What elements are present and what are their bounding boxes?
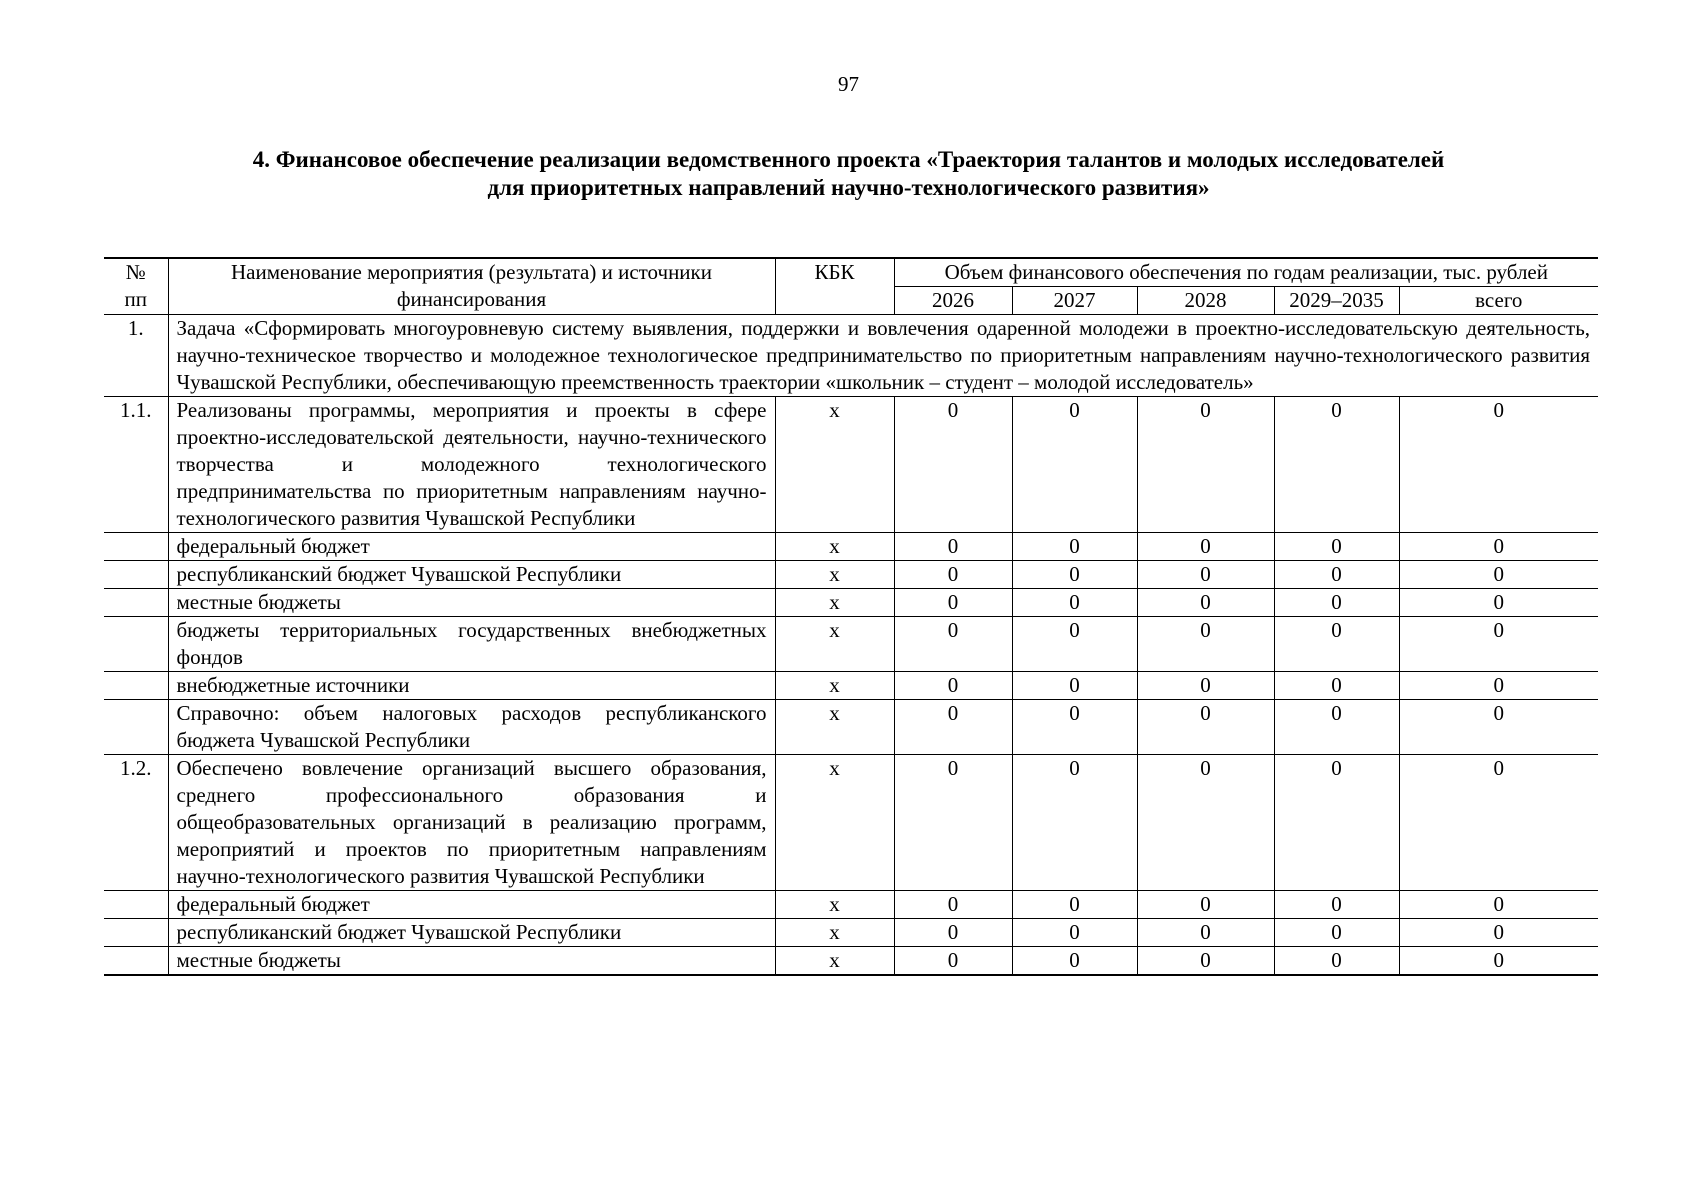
row-name: бюджеты территориальных государственных внебюджетных фондов <box>168 617 775 672</box>
row-num <box>104 919 168 947</box>
value-total: 0 <box>1399 700 1598 755</box>
value-2029-2035: 0 <box>1274 672 1399 700</box>
value-2029-2035: 0 <box>1274 919 1399 947</box>
value-2027: 0 <box>1012 891 1137 919</box>
value-2026: 0 <box>894 891 1012 919</box>
value-total: 0 <box>1399 533 1598 561</box>
table-row <box>104 947 1598 976</box>
value-2029-2035: 0 <box>1274 533 1399 561</box>
value-2027: 0 <box>1012 919 1137 947</box>
table-row <box>104 891 1598 919</box>
table-row <box>104 755 1598 891</box>
row-kbk: х <box>775 589 894 617</box>
row-kbk: х <box>775 397 894 533</box>
value-2029-2035: 0 <box>1274 589 1399 617</box>
row-kbk: х <box>775 617 894 672</box>
value-2026: 0 <box>894 919 1012 947</box>
value-2027: 0 <box>1012 617 1137 672</box>
value-2027: 0 <box>1012 533 1137 561</box>
row-name: местные бюджеты <box>168 589 775 617</box>
value-2028: 0 <box>1137 672 1274 700</box>
task-num: 1. <box>104 315 168 397</box>
value-2027: 0 <box>1012 700 1137 755</box>
value-total: 0 <box>1399 561 1598 589</box>
value-2026: 0 <box>894 561 1012 589</box>
row-name: республиканский бюджет Чувашской Республики <box>168 919 775 947</box>
table-row <box>104 617 1598 672</box>
table-row <box>104 397 1598 533</box>
row-num <box>104 700 168 755</box>
row-kbk: х <box>775 700 894 755</box>
value-2028: 0 <box>1137 947 1274 976</box>
header-name: Наименование мероприятия (результата) и источники финансирования <box>168 258 775 315</box>
value-2026: 0 <box>894 589 1012 617</box>
value-2027: 0 <box>1012 589 1137 617</box>
value-2028: 0 <box>1137 919 1274 947</box>
row-name: республиканский бюджет Чувашской Республики <box>168 561 775 589</box>
value-total: 0 <box>1399 947 1598 976</box>
value-2026: 0 <box>894 672 1012 700</box>
value-2026: 0 <box>894 700 1012 755</box>
value-2029-2035: 0 <box>1274 947 1399 976</box>
value-2028: 0 <box>1137 561 1274 589</box>
value-2029-2035: 0 <box>1274 700 1399 755</box>
header-year-2028: 2028 <box>1137 287 1274 315</box>
row-kbk: х <box>775 891 894 919</box>
value-2028: 0 <box>1137 700 1274 755</box>
header-volume: Объем финансового обеспечения по годам реализации, тыс. рублей <box>894 258 1598 287</box>
value-2028: 0 <box>1137 617 1274 672</box>
row-name: федеральный бюджет <box>168 533 775 561</box>
document-title-line-1: 4. Финансовое обеспечение реализации ведомственного проекта «Траектория талантов и молодых исследователей <box>252 147 1445 172</box>
row-num <box>104 533 168 561</box>
value-total: 0 <box>1399 919 1598 947</box>
table-row <box>104 672 1598 700</box>
document-title <box>100 146 1597 202</box>
value-2026: 0 <box>894 617 1012 672</box>
value-2028: 0 <box>1137 589 1274 617</box>
value-2027: 0 <box>1012 755 1137 891</box>
value-total: 0 <box>1399 672 1598 700</box>
table-row <box>104 561 1598 589</box>
value-2026: 0 <box>894 533 1012 561</box>
value-total: 0 <box>1399 891 1598 919</box>
value-2029-2035: 0 <box>1274 617 1399 672</box>
row-kbk: х <box>775 561 894 589</box>
row-num <box>104 617 168 672</box>
table-row <box>104 589 1598 617</box>
row-kbk: х <box>775 533 894 561</box>
row-name: местные бюджеты <box>168 947 775 976</box>
header-kbk: КБК <box>775 258 894 315</box>
document-title-line-2: для приоритетных направлений научно-технологического развития» <box>487 175 1210 200</box>
value-2028: 0 <box>1137 891 1274 919</box>
value-total: 0 <box>1399 397 1598 533</box>
value-2026: 0 <box>894 947 1012 976</box>
row-name: федеральный бюджет <box>168 891 775 919</box>
value-2027: 0 <box>1012 561 1137 589</box>
header-year-2027: 2027 <box>1012 287 1137 315</box>
row-num <box>104 947 168 976</box>
header-total: всего <box>1399 287 1598 315</box>
value-2027: 0 <box>1012 672 1137 700</box>
header-year-2029-2035: 2029–2035 <box>1274 287 1399 315</box>
row-name: Обеспечено вовлечение организаций высшего образования, среднего профессионального образования и общеобразовательных организаций в реализацию программ, мероприятий и проектов по приоритетным направлениям научно-технологического развития Чувашской Республики <box>168 755 775 891</box>
task-text: Задача «Сформировать многоуровневую систему выявления, поддержки и вовлечения одаренной молодежи в проектно-исследовательскую деятельность, научно-техническое творчество и молодежное технологическое предпринимательство по приоритетным направлениям научно-технологического развития Чувашской Республики, обеспечивающую преемственность траектории «школьник – студент – молодой исследователь» <box>168 315 1598 397</box>
row-num <box>104 891 168 919</box>
value-2028: 0 <box>1137 755 1274 891</box>
row-num <box>104 672 168 700</box>
value-2026: 0 <box>894 755 1012 891</box>
value-total: 0 <box>1399 755 1598 891</box>
value-2028: 0 <box>1137 397 1274 533</box>
row-name: внебюджетные источники <box>168 672 775 700</box>
row-num <box>104 589 168 617</box>
row-kbk: х <box>775 755 894 891</box>
row-kbk: х <box>775 672 894 700</box>
table-row <box>104 919 1598 947</box>
row-name: Реализованы программы, мероприятия и проекты в сфере проектно-исследовательской деятельности, научно-технического творчества и молодежного технологического предпринимательства по приоритетным направлениям научно-технологического развития Чувашской Республики <box>168 397 775 533</box>
value-2028: 0 <box>1137 533 1274 561</box>
value-2029-2035: 0 <box>1274 891 1399 919</box>
row-kbk: х <box>775 919 894 947</box>
page-number: 97 <box>838 72 859 96</box>
header-num: № пп <box>104 258 168 315</box>
value-2027: 0 <box>1012 397 1137 533</box>
row-name: Справочно: объем налоговых расходов республиканского бюджета Чувашской Республики <box>168 700 775 755</box>
table-row <box>104 700 1598 755</box>
value-2029-2035: 0 <box>1274 755 1399 891</box>
task-row <box>104 315 1598 397</box>
financing-table <box>104 257 1598 976</box>
row-num: 1.1. <box>104 397 168 533</box>
value-total: 0 <box>1399 589 1598 617</box>
header-year-2026: 2026 <box>894 287 1012 315</box>
table-row <box>104 533 1598 561</box>
value-2029-2035: 0 <box>1274 561 1399 589</box>
value-2026: 0 <box>894 397 1012 533</box>
value-total: 0 <box>1399 617 1598 672</box>
value-2029-2035: 0 <box>1274 397 1399 533</box>
row-num <box>104 561 168 589</box>
value-2027: 0 <box>1012 947 1137 976</box>
row-num: 1.2. <box>104 755 168 891</box>
table-header-row <box>104 258 1598 287</box>
row-kbk: х <box>775 947 894 976</box>
